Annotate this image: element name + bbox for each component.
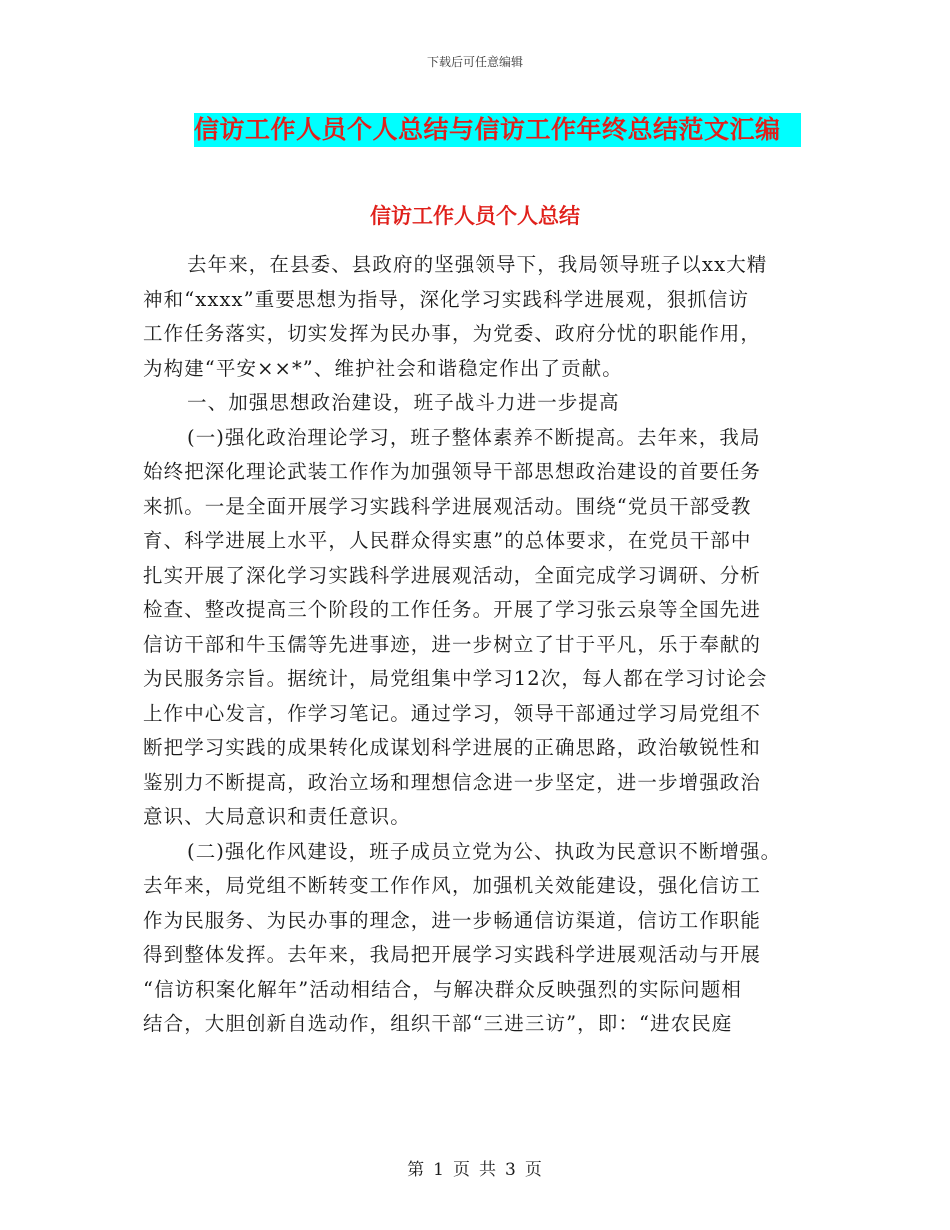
paragraph-line: 来抓。一是全面开展学习实践科学进展观活动。围绕“党员干部受教	[143, 494, 752, 518]
paragraph-line: 神和“xxxx”重要思想为指导，深化学习实践科学进展观，狠抓信访	[143, 287, 750, 311]
current-page-number: 1	[433, 1160, 445, 1180]
paragraph-line: 检查、整改提高三个阶段的工作任务。开展了学习张云泉等全国先进	[143, 598, 762, 621]
paragraph-line: 始终把深化理论武装工作作为加强领导干部思想政治建设的首要任务	[143, 460, 762, 483]
paragraph-line: 扎实开展了深化学习实践科学进展观活动，全面完成学习调研、分析	[143, 563, 762, 587]
section-heading: 一、加强思想政治建设，班子战斗力进一步提高	[187, 391, 620, 414]
total-page-number: 3	[505, 1160, 517, 1180]
paragraph-line: (二)强化作风建设，班子成员立党为公、执政为民意识不断增强。	[187, 839, 782, 863]
paragraph-line: 为民服务宗旨。据统计，局党组集中学习12次，每人都在学习讨论会	[143, 667, 768, 690]
footer-total-word: 共	[479, 1160, 497, 1180]
paragraph-line: 工作任务落实，切实发挥为民办事，为党委、政府分忧的职能作用，	[143, 322, 762, 345]
document-body	[143, 248, 813, 1042]
paragraph-line: 上作中心发言，作学习笔记。通过学习，领导干部通过学习局党组不	[143, 701, 762, 725]
paragraph-line: 去年来，局党组不断转变工作作风，加强机关效能建设，强化信访工	[143, 874, 762, 897]
paragraph-line: 作为民服务、为民办事的理念，进一步畅通信访渠道，信访工作职能	[143, 908, 762, 932]
paragraph-line: “信访积案化解年”活动相结合，与解决群众反映强烈的实际问题相	[143, 977, 742, 1001]
paragraph-line: 意识、大局意识和责任意识。	[143, 805, 411, 828]
page-header-note: 下载后可任意编辑	[426, 55, 523, 69]
footer-page-word: 页	[453, 1160, 471, 1180]
paragraph-line: (一)强化政治理论学习，班子整体素养不断提高。去年来，我局	[187, 425, 761, 449]
footer-suffix: 页	[524, 1160, 543, 1180]
paragraph-line: 得到整体发挥。去年来，我局把开展学习实践科学进展观活动与开展	[143, 943, 762, 966]
paragraph-line: 结合，大胆创新自选动作，组织干部“三进三访”，即：“进农民庭	[143, 1012, 733, 1035]
page-footer	[0, 1155, 950, 1180]
paragraph-line: 断把学习实践的成果转化成谋划科学进展的正确思路，政治敏锐性和	[143, 736, 762, 759]
paragraph-line: 鉴别力不断提高，政治立场和理想信念进一步坚定，进一步增强政治	[143, 770, 762, 794]
paragraph-line: 育、科学进展上水平，人民群众得实惠”的总体要求，在党员干部中	[143, 529, 752, 552]
paragraph-line: 信访干部和牛玉儒等先进事迹，进一步树立了甘于平凡，乐于奉献的	[143, 632, 762, 656]
section-title: 信访工作人员个人总结	[370, 203, 580, 228]
paragraph-line: 为构建“平安××*”、维护社会和谐稳定作出了贡献。	[143, 356, 623, 380]
footer-prefix: 第	[407, 1160, 426, 1180]
document-title: 信访工作人员个人总结与信访工作年终总结范文汇编	[194, 113, 801, 147]
paragraph-line: 去年来，在县委、县政府的坚强领导下，我局领导班子以xx大精	[187, 253, 768, 276]
